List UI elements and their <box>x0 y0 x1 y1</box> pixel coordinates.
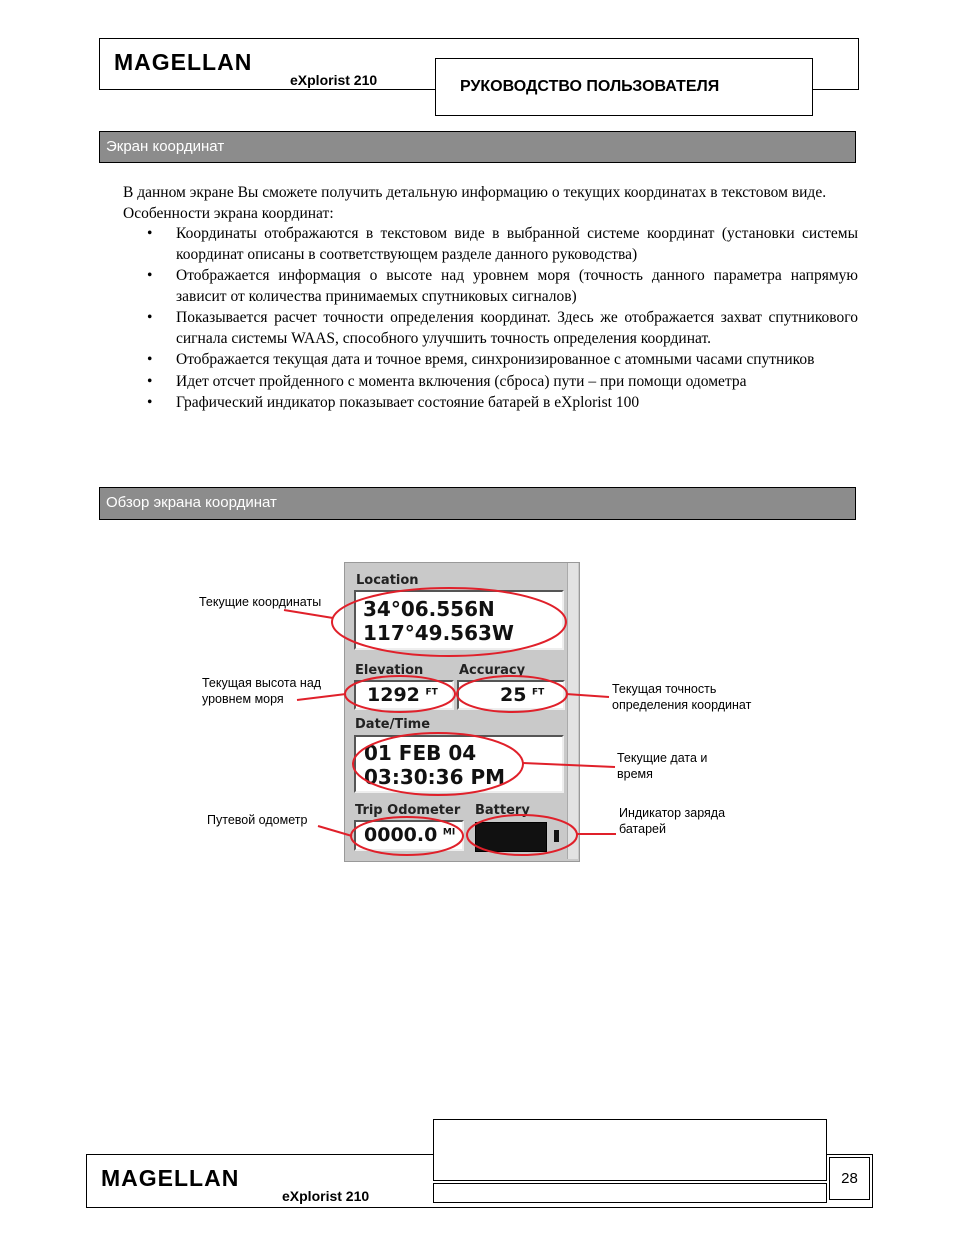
accuracy-value: 25 <box>500 684 527 706</box>
coords-ellipse <box>332 588 566 656</box>
intro-paragraph: В данном экране Вы сможете получить детальную информацию о текущих координатах в текстовом виде. <box>123 184 827 201</box>
guide-title: РУКОВОДСТВО ПОЛЬЗОВАТЕЛЯ <box>435 58 813 116</box>
callout-elevation: Текущая высота над уровнем моря <box>202 676 322 706</box>
datetime-label: Date/Time <box>355 717 431 732</box>
accuracy-leader <box>566 694 609 697</box>
callout-coords: Текущие координаты <box>199 595 322 609</box>
callout-datetime: Текущие дата и время <box>617 751 708 781</box>
list-item: • Координаты отображаются в текстовом виде в выбранной системе координат (установки системы координат описаны в соответствующем разделе данного руководства) <box>123 224 858 265</box>
location-label: Location <box>356 573 419 588</box>
footer-blank-box <box>433 1119 827 1181</box>
elevation-label: Elevation <box>355 663 424 678</box>
footer-model: eXplorist 210 <box>282 1188 370 1204</box>
datetime-leader <box>523 763 615 767</box>
odometer-label: Trip Odometer <box>355 803 461 818</box>
callout-accuracy: Текущая точность определения координат <box>612 682 752 712</box>
accuracy-label: Accuracy <box>459 663 526 678</box>
elevation-value: 1292 <box>367 684 420 706</box>
elevation-ellipse <box>345 676 455 712</box>
header-brand: MAGELLAN <box>114 49 253 75</box>
coords-leader <box>284 610 333 618</box>
list-item: • Идет отсчет пройденного с момента включения (сброса) пути – при помощи одометра <box>123 372 858 393</box>
features-heading: Особенности экрана координат: <box>123 204 334 222</box>
list-item: • Показывается расчет точности определения координат. Здесь же отображается захват спутникового сигнала системы WAAS, способного улучшить точность определения координат. <box>123 308 858 349</box>
elevation-unit: FT <box>425 687 438 698</box>
page-number: 28 <box>829 1157 870 1200</box>
callout-odometer: Путевой одометр <box>207 813 308 827</box>
time-value: 03:30:36 PM <box>364 765 506 789</box>
section-title-coordinates: Экран координат <box>99 131 856 163</box>
footer-brand: MAGELLAN <box>101 1165 240 1191</box>
odometer-ellipse <box>351 817 463 855</box>
datetime-ellipse <box>353 733 523 795</box>
list-item: • Отображается информация о высоте над уровнем моря (точность данного параметра напрямую зависит от количества принимаемых спутниковых сигналов) <box>123 266 858 307</box>
section-title-overview: Обзор экрана координат <box>99 487 856 520</box>
battery-ellipse <box>467 815 577 855</box>
accuracy-unit: FT <box>532 687 545 698</box>
latitude-value: 34°06.556N <box>363 597 495 621</box>
odometer-unit: MI <box>442 827 456 838</box>
battery-label: Battery <box>475 803 530 818</box>
odometer-value: 0000.0 <box>364 824 438 846</box>
date-value: 01 FEB 04 <box>364 741 477 765</box>
accuracy-ellipse <box>457 676 567 712</box>
callout-battery: Индикатор заряда батарей <box>619 806 726 836</box>
list-item: • Отображается текущая дата и точное время, синхронизированное с атомными часами спутников <box>123 350 858 371</box>
header-model: eXplorist 210 <box>290 72 378 88</box>
longitude-value: 117°49.563W <box>363 621 514 645</box>
footer-blank-strip <box>433 1183 827 1203</box>
list-item: • Графический индикатор показывает состояние батарей в eXplorist 100 <box>123 393 858 414</box>
